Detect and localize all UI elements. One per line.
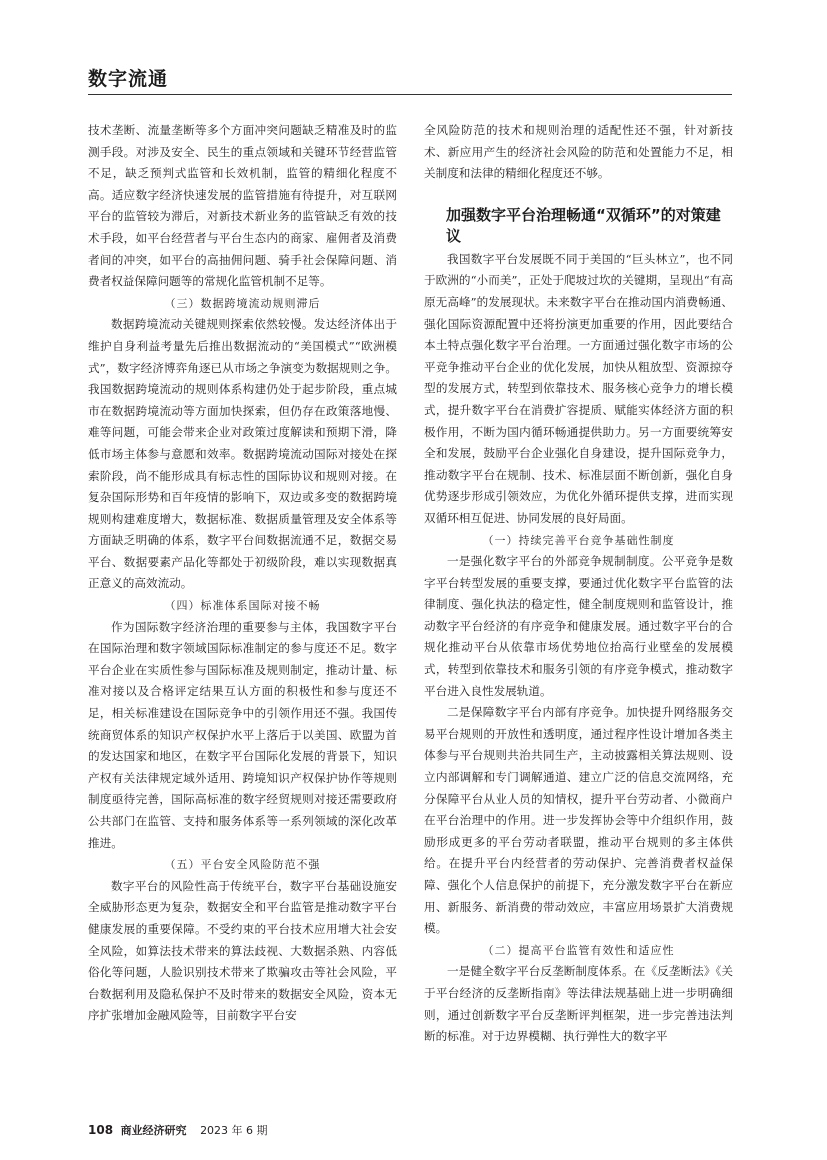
subsection-heading: （三）数据跨境流动规则滞后 bbox=[164, 296, 321, 310]
body-paragraph-continued: 技术垄断、流量垄断等多个方面冲突问题缺乏精准及时的监测手段。对涉及安全、民生的重点领域和关键环节经营监管不足，缺乏预判式监管和长效机制，监管的精细化程度不高。适应数字经济快速发展的监管措施有待提升，对互联网平台的监管较为滞后，对新技术新业务的监管缺乏有效的技术手段，如平台经营者与平台生态内的商家、雇佣者及消费者间的冲突，如平台的高抽佣问题、骑手社会保障问题、消费者权益保障问题等的常规化监管机制不足等。 bbox=[88, 123, 397, 289]
body-paragraph: 二是保障数字平台内部有序竞争。加快提升网络服务交易平台规则的开放性和透明度，通过程序性设计增加各类主体参与平台规则共治共同生产，主动披露相关算法规则、设立内部调解和专门调解通道、建立广泛的信息交流网络，充分保障平台从业人员的知情权，提升平台劳动者、小微商户在平台治理中的作用。进一步发挥协会等中介组织作用，鼓励形成更多的平台劳动者联盟，推动平台规则的多主体供给。在提升平台内经营者的劳动保护、完善消费者权益保障、强化个人信息保护的前提下，充分激发数字平台在新应用、新服务、新消费的带动效应，丰富应用场景扩大消费规模。 bbox=[424, 705, 733, 936]
body-paragraph: 一是健全数字平台反垄断制度体系。在《反垄断法》《关于平台经济的反垄断指南》等法律法规基础上进一步明确细则，通过创新数字平台反垄断评判框架，进一步完善违法判断的标准。对于边界模糊、执行弹性大的数字平 bbox=[424, 964, 733, 1044]
page-footer bbox=[88, 1122, 268, 1138]
left-column bbox=[88, 120, 397, 1027]
body-paragraph: 一是强化数字平台的外部竞争规制制度。公平竞争是数字平台转型发展的重要支撑，要通过优化数字平台监管的法律制度、强化执法的稳定性，健全制度规则和监管设计，推动数字平台经济的有序竞争和健康发展。通过数字平台的合规化推动平台从依靠市场优势地位抬高行业壁垒的发展模式，转型到依靠技术和服务引领的有序竞争模式，推动数字平台进入良性发展轨道。 bbox=[424, 554, 733, 698]
subsection-heading: （一）持续完善平台竞争基础性制度 bbox=[482, 533, 675, 547]
body-paragraph-continued: 全风险防范的技术和规则治理的适配性还不强，针对新技术、新应用产生的经济社会风险的防范和处置能力不足，相关制度和法律的精细化程度还不够。 bbox=[424, 123, 733, 181]
section-heading: 加强数字平台治理畅通“双循环”的对策建议 bbox=[446, 205, 721, 245]
journal-issue: 2023 年 6 期 bbox=[200, 1124, 268, 1137]
subsection-heading: （四）标准体系国际对接不畅 bbox=[164, 599, 321, 613]
section-header-title: 数字流通 bbox=[88, 68, 169, 90]
subsection-heading: （二）提高平台监管有效性和适应性 bbox=[482, 943, 675, 957]
body-paragraph: 数据跨境流动关键规则探索依然较慢。发达经济体出于维护自身利益考量先后推出数据流动的“美国模式”“欧洲模式”，数字经济博弈角逐已从市场之争演变为数据规则之争。我国数据跨境流动的规则体系构建仍处于起步阶段，重点城市在数据跨境流动等方面加快探索，但仍存在政策落地慢、难等问题，可能会带来企业对政策过度解读和预期下滑，降低市场主体参与意愿和效率。数据跨境流动国际对接处在探索阶段，尚不能形成具有标志性的国际协议和规则对接。在复杂国际形势和百年疫情的影响下，双边或多变的数据跨境规则构建难度增大，数据标准、数据质量管理及安全体系等方面缺乏明确的体系，数字平台间数据流通不足，数据交易平台、数据要素产品化等都处于初级阶段，难以实现数据真正意义的高效流动。 bbox=[88, 317, 397, 591]
body-paragraph: 数字平台的风险性高于传统平台，数字平台基础设施安全威胁形态更为复杂，数据安全和平台监管是推动数字平台健康发展的重要保障。不受约束的平台技术应用增大社会安全风险，如算法技术带来的算法歧视、大数据杀熟、内容低俗化等问题，人脸识别技术带来了欺骗攻击等社会风险，平台数据利用及隐私保护不及时带来的数据安全风险，资本无序扩张增加金融风险等，目前数字平台安 bbox=[88, 878, 397, 1023]
body-paragraph: 作为国际数字经济治理的重要参与主体，我国数字平台在国际治理和数字领域国际标准制定的参与度还不足。数字平台企业在实质性参与国际标准及规则制定，推动计量、标准对接以及合格评定结果互认方面的积极性和参与度还不足，相关标准建设在国际竞争中的引领作用还不强。我国传统商贸体系的知识产权保护水平上落后于以美国、欧盟为首的发达国家和地区，在数字平台国际化发展的背景下，知识产权有关法律规定域外适用、跨境知识产权保护协作等规则制度亟待完善，国际高标准的数字经贸规则对接还需要政府公共部门在监管、支持和服务体系等一系列领域的深化改革推进。 bbox=[88, 619, 397, 850]
subsection-heading: （五）平台安全风险防范不强 bbox=[164, 858, 321, 872]
page-number: 108 bbox=[88, 1123, 114, 1137]
journal-name: 商业经济研究 bbox=[120, 1124, 187, 1137]
header-divider bbox=[88, 94, 732, 95]
right-column bbox=[424, 120, 733, 1048]
body-paragraph: 我国数字平台发展既不同于美国的“巨头林立”，也不同于欧洲的“小而美”，正处于爬坡过坎的关键期，呈现出“有高原无高峰”的发展现状。未来数字平台在推动国内消费畅通、强化国际资源配置中还将扮演更加重要的作用，因此要结合本土特点强化数字平台治理。一方面通过强化数字市场的公平竞争推动平台企业的优化发展，加快从粗放型、资源掠夺型的发展方式，转型到依靠技术、服务核心竞争力的增长模式，提升数字平台在消费扩容提质、赋能实体经济方面的积极作用，不断为国内循环畅通提供助力。另一方面要统筹安全和发展，鼓励平台企业强化自身建设，提升国际竞争力，推动数字平台在规制、技术、标准层面不断创新，强化自身优势逐步形成引领效应，为优化外循环提供支撑，进而实现双循环相互促进、协同发展的良好局面。 bbox=[424, 251, 733, 525]
